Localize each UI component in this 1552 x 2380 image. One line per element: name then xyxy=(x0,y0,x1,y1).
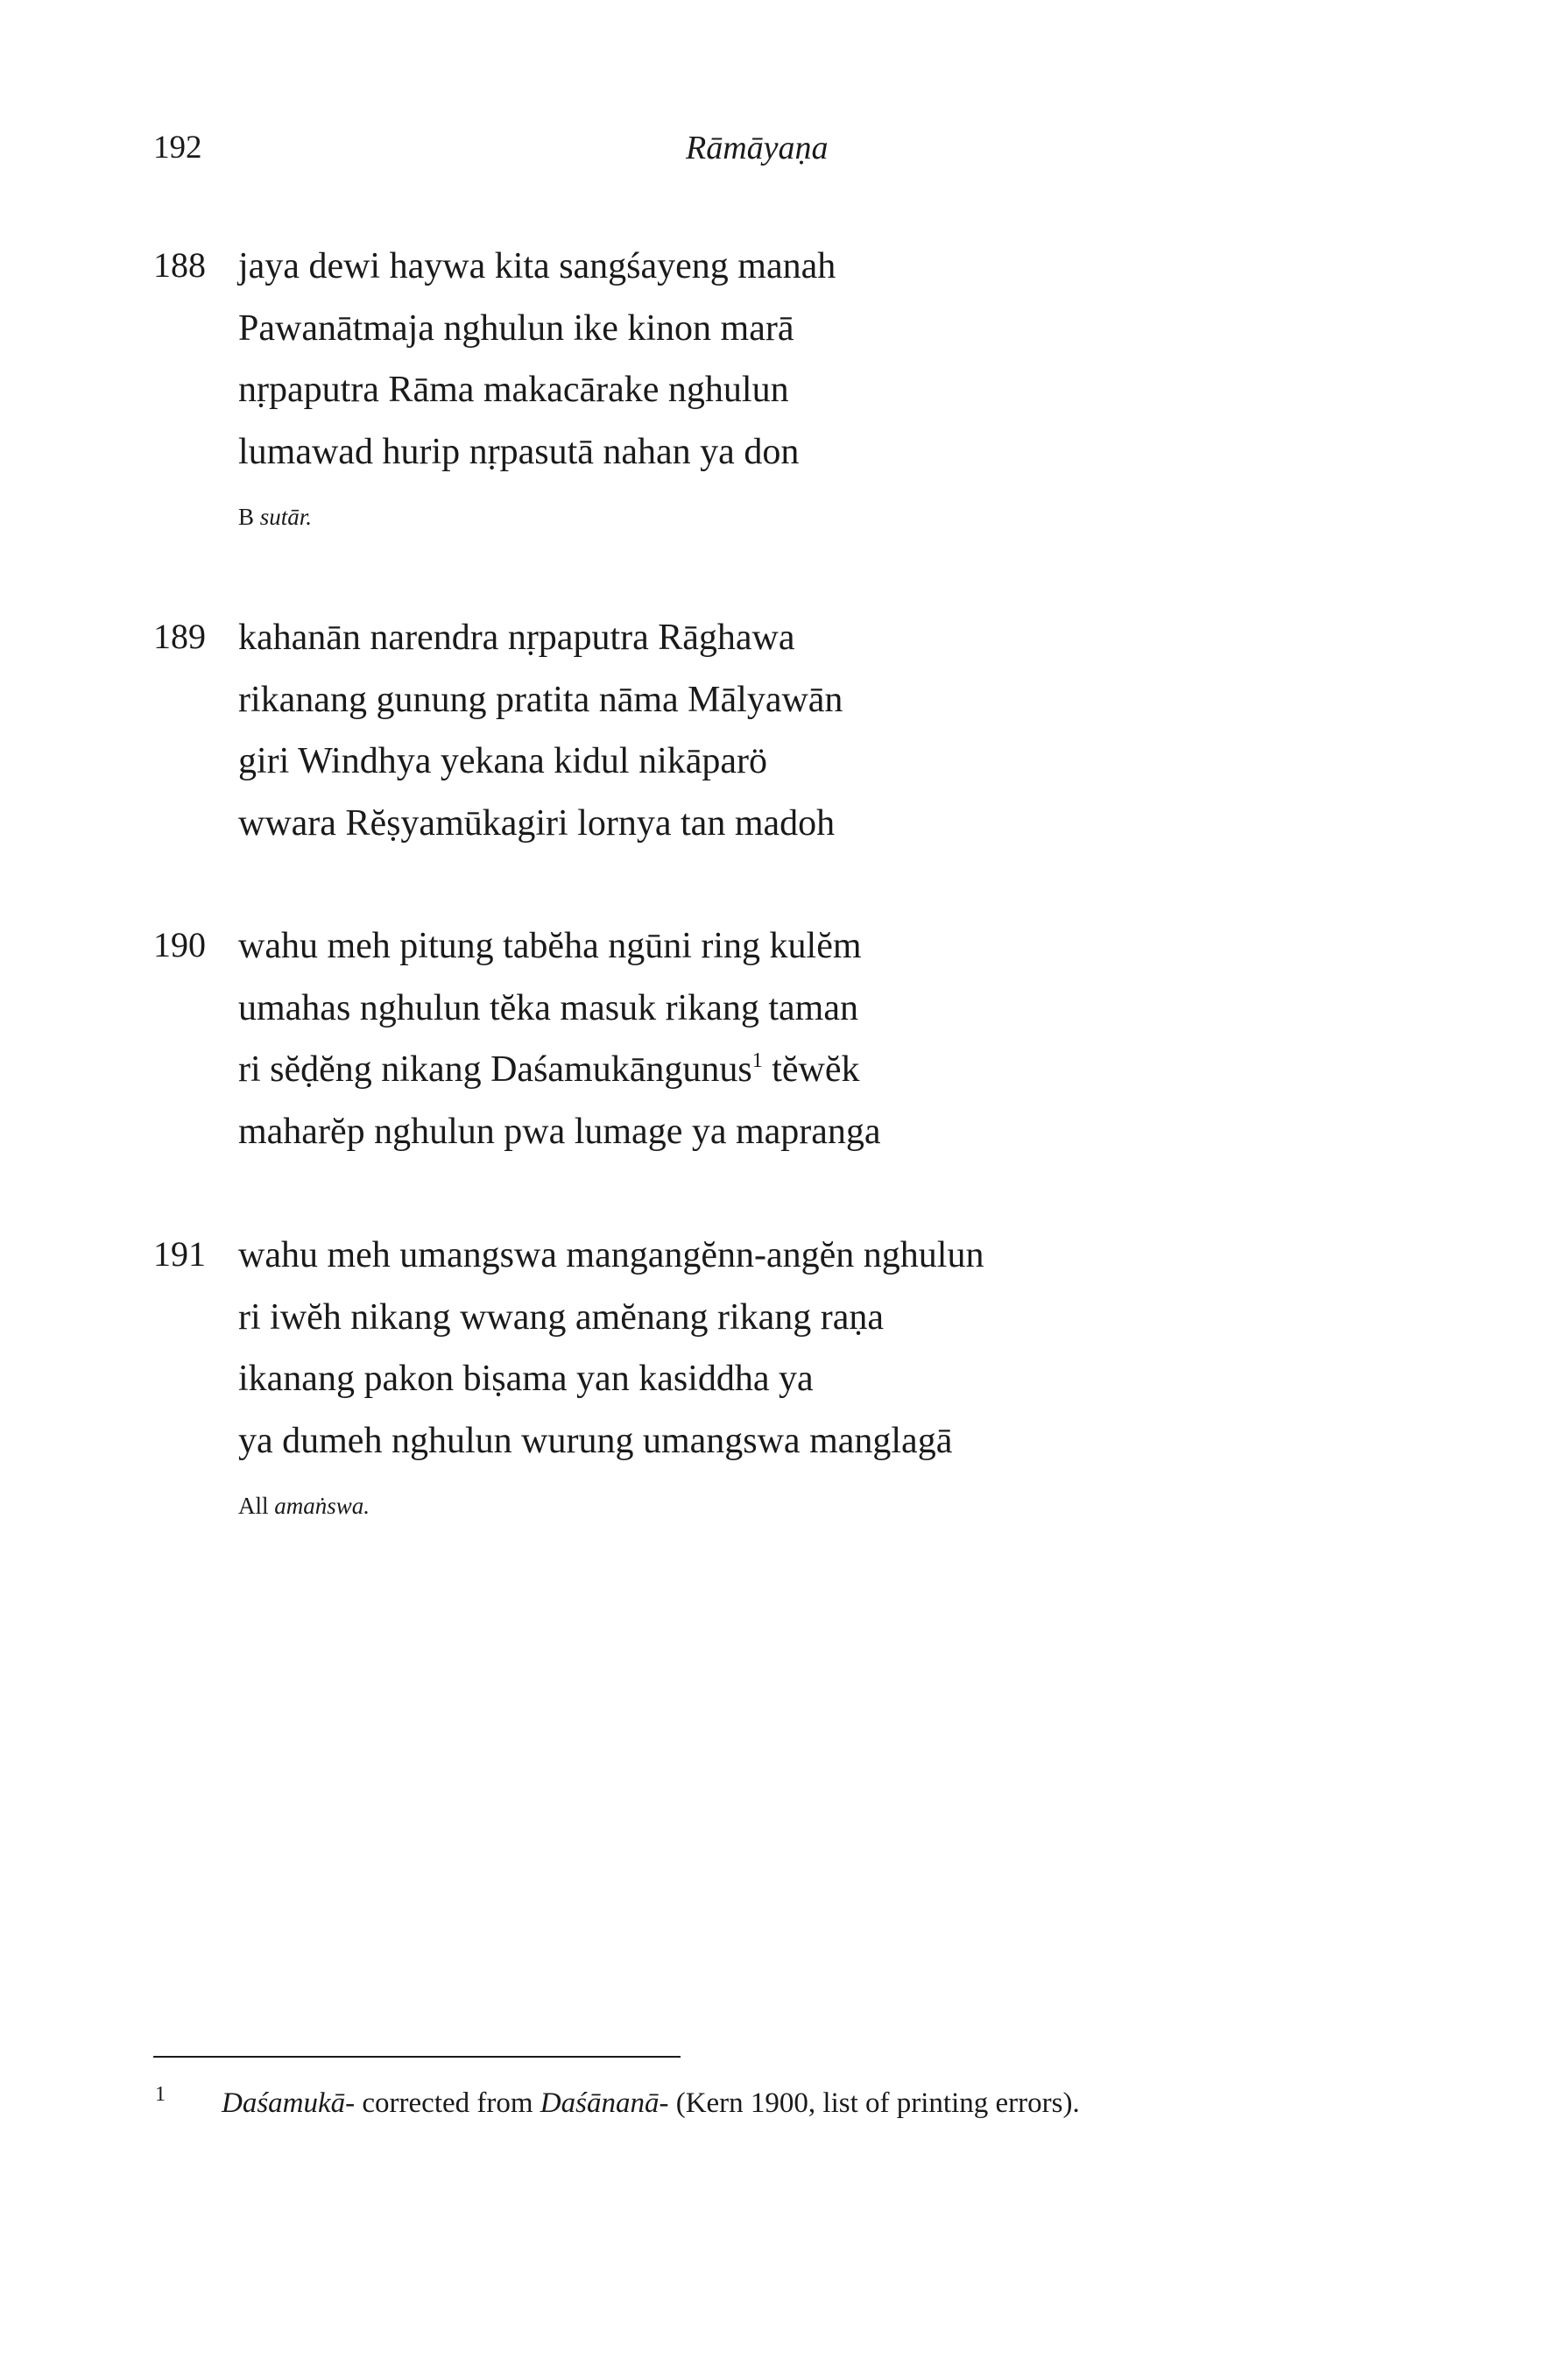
verse-line: nṛpaputra Rāma makacārake nghulun xyxy=(238,370,789,410)
verse-line: wahu meh pitung tabĕha ngūni ring kulĕm xyxy=(238,926,862,966)
footnote-text-mid: corrected from xyxy=(355,2087,540,2119)
note-reading: sutār. xyxy=(259,504,313,530)
note-witness: B xyxy=(238,504,255,530)
stanza-number: 188 xyxy=(153,245,206,285)
verse-line: wahu meh umangswa mangangĕnn-angĕn nghulun xyxy=(238,1235,984,1275)
verse-line: maharĕp nghulun pwa lumage ya mapranga xyxy=(238,1112,881,1152)
footnote-original: Daśānanā- xyxy=(540,2087,669,2119)
running-title: Rāmāyaṇa xyxy=(686,130,829,166)
stanza-number: 190 xyxy=(153,925,206,964)
verse-line: ri iwĕh nikang wwang amĕnang rikang raṇa xyxy=(238,1297,885,1338)
verse-line: kahanān narendra nṛpaputra Rāghawa xyxy=(238,618,795,658)
stanza-number: 191 xyxy=(153,1234,206,1274)
verse-line: Pawanātmaja nghulun ike kinon marā xyxy=(238,308,794,349)
variant-note xyxy=(238,505,312,529)
variant-note xyxy=(238,1494,370,1518)
footnote-divider xyxy=(153,2056,681,2058)
verse-line: jaya dewi haywa kita sangśayeng manah xyxy=(238,246,836,286)
verse-line: umahas nghulun tĕka masuk rikang taman xyxy=(238,988,858,1028)
verse-line: lumawad hurip nṛpasutā nahan ya don xyxy=(238,432,800,472)
verse-line: rikanang gunung pratita nāma Mālyawān xyxy=(238,680,843,720)
footnote-reference[interactable]: 1 xyxy=(751,1049,763,1072)
verse-line: wwara Rĕṣyamūkagiri lornya tan madoh xyxy=(238,803,836,844)
page-number: 192 xyxy=(153,130,202,166)
footnote-term: Daśamukā- xyxy=(222,2087,356,2119)
footnote-text-end: (Kern 1900, list of printing errors). xyxy=(668,2087,1080,2119)
verse-line-tail: tĕwĕk xyxy=(772,1049,860,1090)
note-witness: All xyxy=(238,1493,269,1519)
footnote-text xyxy=(222,2089,1080,2118)
verse-line: giri Windhya yekana kidul nikāparö xyxy=(238,741,768,781)
verse-line xyxy=(238,1051,860,1088)
verse-line-text: ri sĕḍĕng nikang Daśamukāngunus xyxy=(238,1049,752,1090)
stanza-number: 189 xyxy=(153,617,206,656)
verse-line: ya dumeh nghulun wurung umangswa manglagā xyxy=(238,1421,953,1461)
footnote-number: 1 xyxy=(155,2083,166,2106)
verse-line: ikanang pakon biṣama yan kasiddha ya xyxy=(238,1359,814,1399)
note-reading: amaṅswa. xyxy=(274,1493,370,1519)
